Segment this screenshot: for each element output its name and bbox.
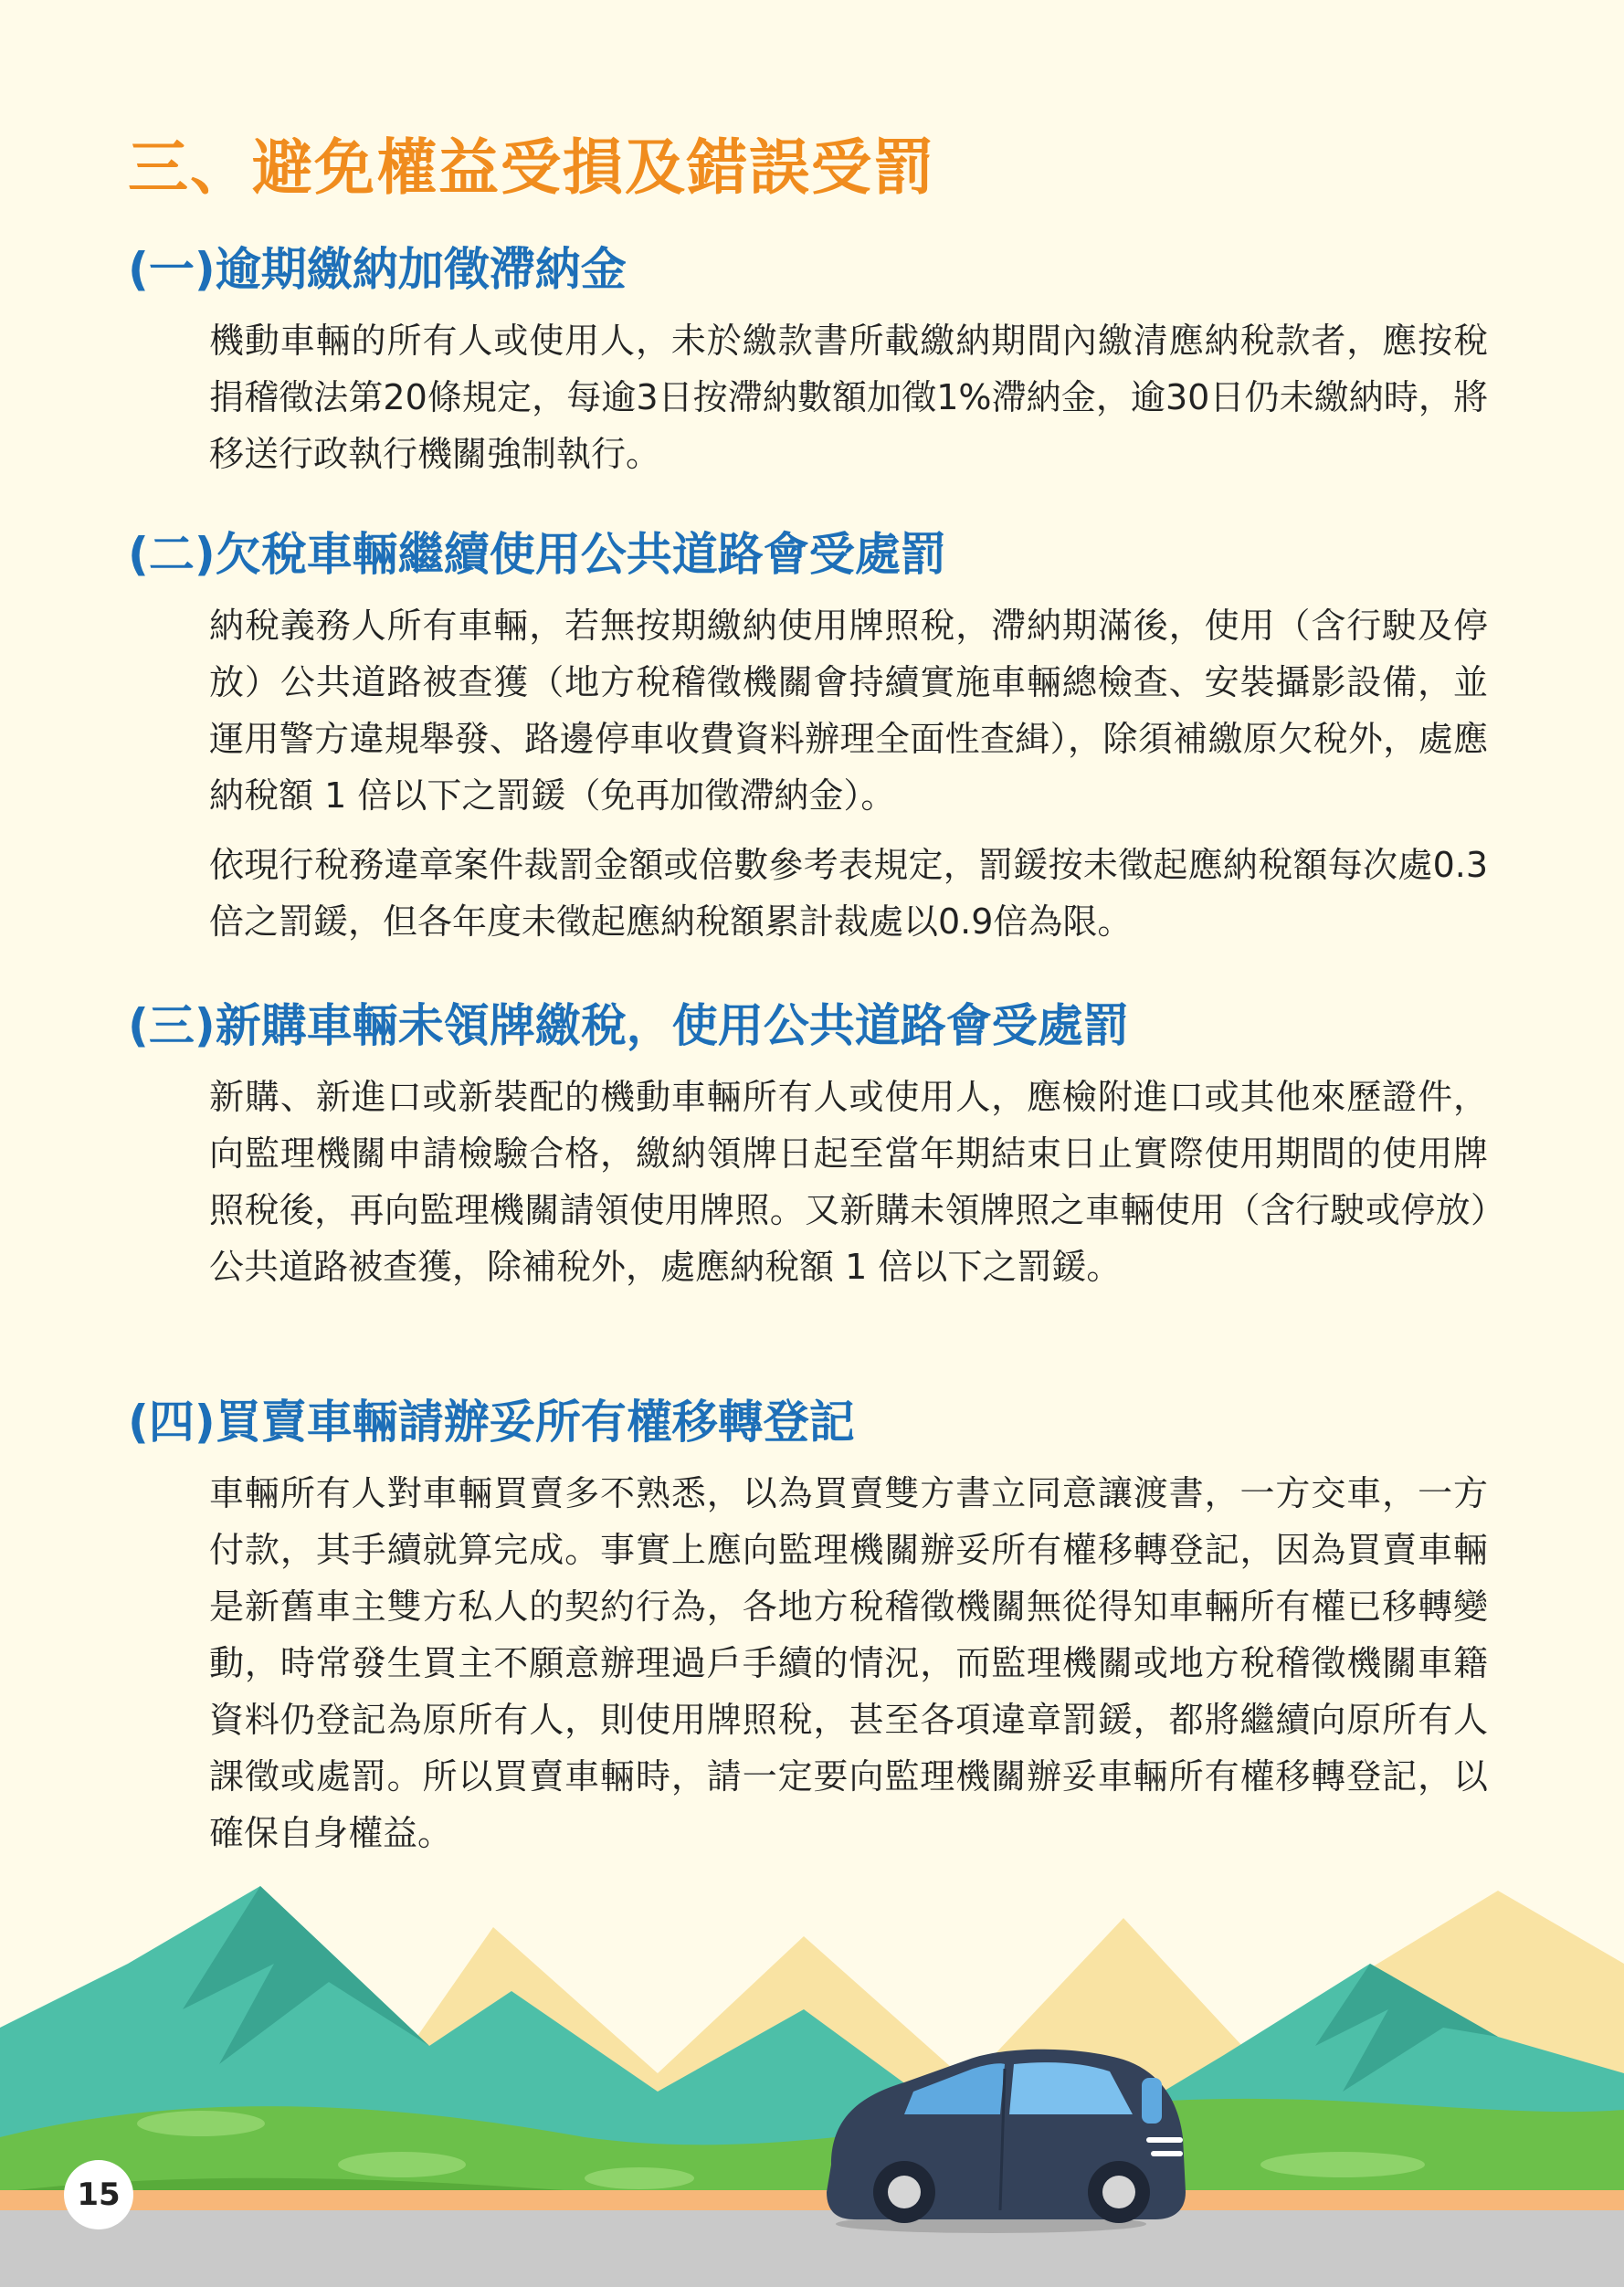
section-heading: (一)逾期繳納加徵滯納金 bbox=[128, 243, 627, 296]
road bbox=[0, 2210, 1624, 2287]
bush bbox=[585, 2167, 694, 2189]
section-heading: (二)欠稅車輛繼續使用公共道路會受處罰 bbox=[128, 528, 946, 581]
bush bbox=[338, 2152, 466, 2177]
section-1 bbox=[128, 239, 1498, 495]
section-4 bbox=[128, 1392, 1498, 1874]
section-3 bbox=[128, 996, 1498, 1308]
bush bbox=[137, 2111, 265, 2136]
section-heading: (三)新購車輛未領牌繳稅，使用公共道路會受處罰 bbox=[128, 999, 1129, 1052]
bush bbox=[1260, 2152, 1425, 2177]
section-paragraph: 機動車輛的所有人或使用人，未於繳款書所載繳納期間內繳清應納稅款者，應按稅捐稽徵法第20條規定，每逾3日按滯納數額加徵1%滯納金，逾30日仍未繳納時，將移送行政執行機關強制執行。 bbox=[209, 321, 1488, 474]
section-paragraph: 新購、新進口或新裝配的機動車輛所有人或使用人，應檢附進口或其他來歷證件，向監理機關申請檢驗合格，繳納領牌日起至當年期結束日止實際使用期間的使用牌照稅後，再向監理機關請領使用牌照。又新購未領牌照之車輛使用（含行駛或停放）公共道路被查獲，除補稅外，處應納稅額 1 倍以下之罰鍰。 bbox=[209, 1077, 1488, 1287]
section-2 bbox=[128, 524, 1498, 963]
section-heading: (四)買賣車輛請辦妥所有權移轉登記 bbox=[128, 1396, 855, 1449]
section-paragraph: 車輛所有人對車輛買賣多不熟悉，以為買賣雙方書立同意讓渡書，一方交車，一方付款，其手續就算完成。事實上應向監理機關辦妥所有權移轉登記，因為買賣車輛是新舊車主雙方私人的契約行為，各地方稅稽徵機關無從得知車輛所有權已移轉變動，時常發生買主不願意辦理過戶手續的情況，而監理機關或地方稅稽徵機關車籍資料仍登記為原所有人，則使用牌照稅，甚至各項違章罰鍰，都將繼續向原所有人課徵或處罰。所以買賣車輛時，請一定要向監理機關辦妥車輛所有權移轉登記，以確保自身權益。 bbox=[209, 1473, 1488, 1853]
section-paragraph: 納稅義務人所有車輛，若無按期繳納使用牌照稅，滯納期滿後，使用（含行駛及停放）公共道路被查獲（地方稅稽徵機關會持續實施車輛總檢查、安裝攝影設備，並運用警方違規舉發、路邊停車收費資料辦理全面性查緝），除須補繳原欠稅外，處應納稅額 1 倍以下之罰鍰（免再加徵滯納金）。 bbox=[209, 606, 1488, 816]
landscape-illustration bbox=[0, 1863, 1624, 2287]
page-title: 三、避免權益受損及錯誤受罰 bbox=[128, 132, 935, 203]
road-edge bbox=[0, 2190, 1624, 2210]
page-number: 15 bbox=[67, 2163, 131, 2227]
section-paragraph: 依現行稅務違章案件裁罰金額或倍數參考表規定，罰鍰按未徵起應納稅額每次處0.3倍之罰鍰，但各年度未徵起應納稅額累計裁處以0.9倍為限。 bbox=[209, 845, 1488, 942]
